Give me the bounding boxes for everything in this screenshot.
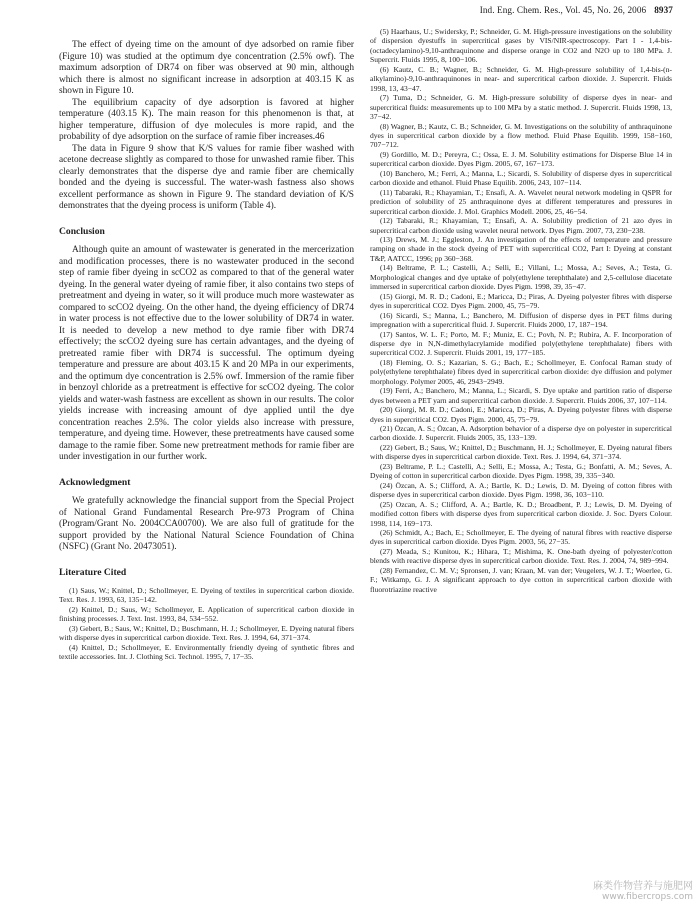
reference-item: (19) Ferri, A.; Banchero, M.; Manna, L.; Sicardi, S. Dye uptake and partition ratio of disperse dyes between a PET yarn and supercritical carbon dioxide. J. Supercrit. Fluids 2006, 37, 107−114. [370, 386, 672, 405]
reference-item: (21) Özcan, A. S.; Özcan, A. Adsorption behavior of a disperse dye on polyester in supercritical carbon dioxide. J. Supercrit. Fluids 2005, 35, 133−139. [370, 424, 672, 443]
reference-item: (16) Sicardi, S.; Manna, L.; Banchero, M. Diffusion of disperse dyes in PET films during impregnation with a supercritical fluid. J. Supercrit. Fluids 2000, 17, 187−194. [370, 310, 672, 330]
reference-item: (7) Tuma, D.; Schneider, G. M. High-pressure solubility of disperse dyes in near- and supercritical fluids: measurements up to 100 MPa by a static method. J. Supercrit. Fluids 1998, 13, 37−42. [370, 93, 672, 122]
reference-item: (20) Giorgi, M. R. D.; Cadoni, E.; Maricca, D.; Piras, A. Dyeing polyester fibres with disperse dyes in supercritical CO2. Dyes Pigm. 2000, 45, 75−79. [370, 405, 672, 424]
reference-item: (23) Beltrame, P. L.; Castelli, A.; Selli, E.; Mossa, A.; Testa, G.; Bonfatti, A. M.; Seves, A. Dyeing of cotton in supercritical carbon dioxide. Dyes Pigm. 1998, 39, 335−340. [370, 461, 672, 481]
body-paragraph: The equilibrium capacity of dye adsorption is favored at higher temperature (403.15 K). The main reason for this phenomenon is that, at higher temperature, diffusion of dye molecules is more rapid, and the probability of dye adsorption on the surface of ramie fiber increases.46 [59, 97, 354, 142]
reference-item: (12) Tabaraki, R.; Khayamian, T.; Ensafi, A. A. Solubility prediction of 21 azo dyes in supercritical carbon dioxide using wavelet neural network. Dyes Pigm. 2007, 73, 230−238. [370, 216, 672, 235]
watermark-cn: 麻类作物营养与施肥网 [593, 881, 693, 892]
page-number: 8937 [654, 5, 673, 15]
conclusion-paragraph: Although quite an amount of wastewater is generated in the mercerization and modification processes, there is no wastewater produced in the second step of ramie fiber dyeing in scCO2 as compared to that of the general water dyeing. In the general water dyeing of ramie fiber, it also contains two steps of pretreatment and dyeing in water, so it will produce much more wastewater as compared to scCO2 dyeing. On the other hand, the dyeing efficiency of DR74 in water process is not effective due to the lower solubility of DR74 in water. It is needed to develop a new method to dye ramie fiber with DR74 effectively; the scCO2 dyeing sure has certain advantages, and the dyeing of pretreated ramie fiber with DR74 is successful. The optimum dyeing temperature and pressure are about 403.15 K and 20 MPa in our experiments, and the optimum dye concentration is 2.5% owf. Immersion of the ramie fiber in benzoyl chloride as a pretreatment is effective for scCO2 dyeing. The color yields and water-wash fastness are excellent as shown in our results. The color yields increase with increasing amount of dye applied until the dye concentration reaches 2.5%. The color yields also increase with pressure, temperature, and dyeing time. However, these pretreatments have caused some damage to the ramie fiber. Some new pretreatment methods for ramie fiber are under investigation in our further work. [59, 245, 354, 462]
running-header [480, 5, 673, 15]
left-column [59, 40, 354, 662]
reference-item: (24) Özcan, A. S.; Clifford, A. A.; Bartle, K. D.; Lewis, D. M. Dyeing of cotton fibres with disperse dyes in supercritical carbon dioxide. Dyes Pigm. 1998, 36, 103−110. [370, 480, 672, 500]
watermark-url: www.fibercrops.com [602, 892, 693, 902]
reference-item: (27) Meada, S.; Kunitou, K.; Hihara, T.; Mishima, K. One-bath dyeing of polyester/cotton blends with reactive disperse dyes in supercritical carbon dioxide. Text. Res. J. 2004, 74, 989−994. [370, 546, 672, 566]
reference-item: (5) Haarhaus, U.; Swidersky, P.; Schneider, G. M. High-pressure investigations on the solubility of dispersion dyestuffs in supercritical gases by VIS/NIR-spectroscopy. Part I - 1,4-bis-(octadecylamino)-9,10-anthraquinone and disperse orange in CO2 and N2O up to 180 MPa. J. Supercrit. Fluids 1995, 8, 100−106. [370, 27, 672, 65]
reference-item: (10) Banchero, M.; Ferri, A.; Manna, L.; Sicardi, S. Solubility of disperse dyes in supercritical carbon dioxide and ethanol. Fluid Phase Equilib. 2006, 243, 107−114. [370, 168, 672, 188]
reference-item: (25) Ozcan, A. S.; Clifford, A. A.; Bartle, K. D.; Broadbent, P. J.; Lewis, D. M. Dyeing of modified cotton fibers with disperse dyes from supercritical carbon dioxide. J. Soc. Dyers Colour. 1998, 114, 169−173. [370, 499, 672, 528]
reference-item: (11) Tabaraki, R.; Khayamian, T.; Ensafi, A. A. Wavelet neural network modeling in QSPR for prediction of solubility of 25 anthraquinone dyes at different temperatures and pressures in supercritical carbon dioxide. J. Mol. Graphics Modell. 2006, 25, 46−54. [370, 187, 672, 216]
reference-item: (17) Santos, W. L. F.; Porto, M. F.; Muniz, E. C.; Povh, N. P.; Rubira, A. F. Incorporation of disperse dye in N,N-dimethylacrylamide modified poly(ethylene terephthalate) fibers with supercritical CO2. J. Supercrit. Fluids 2001, 19, 177−185. [370, 329, 672, 358]
reference-item: (18) Fleming, O. S.; Kazarian, S. G.; Bach, E.; Schollmeyer, E. Confocal Raman study of poly(ethylene terephthalate) fibres dyed in supercritical carbon dioxide: dye diffusion and polymer morphology. Polymer 2005, 46, 2943−2949. [370, 357, 672, 386]
reference-item: (28) Fernandez, C. M. V.; Spronsen, J. van; Kraan, M. van der; Veugelers, W. J. T.; Woerlee, G. F.; Witkamp, G. J. A significant approach to dye cotton in supercritical carbon dioxide with fluorotriazine reactive [370, 565, 672, 594]
reference-item: (9) Gordillo, M. D.; Pereyra, C.; Ossa, E. J. M. Solubility estimations for Disperse Blue 14 in supercritical carbon dioxide. Dyes Pigm. 2005, 67, 167−173. [370, 149, 672, 169]
reference-list-left [59, 586, 354, 662]
body-paragraph: The effect of dyeing time on the amount of dye adsorbed on ramie fiber (Figure 10) was studied at the optimum dye concentration (2.5% owf). The maximum adsorption of DR74 on fiber was observed at 90 min, although which there is almost no significant increase in adsorption at 403.15 K as shown in Figure 10. [59, 40, 354, 96]
reference-item: (4) Knittel, D.; Schollmeyer, E. Environmentally friendly dyeing of synthetic fibres and textile accessories. Int. J. Clothing Sci. Technol. 1995, 7, 17−35. [59, 642, 354, 662]
body-paragraph: The data in Figure 9 show that K/S values for ramie fiber washed with acetone decrease slightly as compared to those for unwashed ramie fiber. This clearly demonstrates that the disperse dye and ramie fiber are chemically bonded and the dyeing is successful. The water-wash fastness also shows excellent performance as shown in Figure 9. The standard deviation of K/S demonstrates that the dyeing process is uniform (Table 4). [59, 143, 354, 211]
reference-item: (22) Gebert, B.; Saus, W.; Knittel, D.; Buschmann, H. J.; Schollmeyer, E. Dyeing natural fibers with disperse dyes in supercritical carbon dioxide. Text. Res. J. 1994, 64, 371−374. [370, 442, 672, 462]
acknowledgment-paragraph: We gratefully acknowledge the financial support from the Special Project of National Grand Fundamental Research Pre-973 Program of China (Program/Grant No. 2004CCA00700). We are also full of gratitude for the support provided by the National Natural Science Foundation of China (NSFC) (Grant No. 20473051). [59, 496, 354, 552]
right-column [370, 27, 672, 594]
reference-item: (8) Wagner, B.; Kautz, C. B.; Schneider, G. M. Investigations on the solubility of anthraquinone dyes in supercritical carbon dioxide by a flow method. Fluid Phase Equilib. 1999, 158−160, 707−712. [370, 121, 672, 150]
reference-item: (6) Kautz, C. B.; Wagner, B.; Schneider, G. M. High-pressure solubility of 1,4-bis-(n-alkylamino)-9,10-anthraquinones in near- and supercritical carbon dioxide. J. Supercrit. Fluids 1998, 13, 43−47. [370, 64, 672, 93]
reference-item: (1) Saus, W.; Knittel, D.; Schollmeyer, E. Dyeing of textiles in supercritical carbon dioxide. Text. Res. J. 1993, 63, 135−142. [59, 586, 354, 605]
watermark [593, 881, 693, 903]
reference-item: (26) Schmidt, A.; Bach, E.; Schollmeyer, E. The dyeing of natural fibres with reactive disperse dyes in supercritical carbon dioxide. Dyes Pigm. 2003, 56, 27−35. [370, 528, 672, 547]
acknowledgment-heading: Acknowledgment [59, 476, 131, 488]
reference-item: (14) Beltrame, P. L.; Castelli, A.; Selli, E.; Villani, L.; Mossa, A.; Seves, A.; Testa, G. Morphological changes and dye uptake of poly(ethylene terephthalate) and 2,5-cellulose diacetate immersed in supercritical carbon dioxide. Dyes Pigm. 1998, 39, 35−47. [370, 263, 672, 292]
reference-item: (3) Gebert, B.; Saus, W.; Knittel, D.; Buschmann, H. J.; Schollmeyer, E. Dyeing natural fibers with disperse dyes in supercritical carbon dioxide. Text. Res. J. 1994, 64, 371−374. [59, 623, 354, 643]
reference-item: (2) Knittel, D.; Saus, W.; Schollmeyer, E. Application of supercritical carbon dioxide in finishing processes. J. Text. Inst. 1993, 84, 534−552. [59, 604, 354, 624]
reference-item: (15) Giorgi, M. R. D.; Cadoni, E.; Maricca, D.; Piras, A. Dyeing polyester fibres with disperse dyes in supercritical CO2. Dyes Pigm. 2000, 45, 75−79. [370, 291, 672, 311]
reference-item: (13) Drews, M. J.; Eggleston, J. An investigation of the effects of temperature and pressure ramping on shade in the stock dyeing of PET with supercritical CO2, Part I: Dyeing at constant T&P, AATCC, 1996; pp 360−368. [370, 234, 672, 263]
literature-heading: Literature Cited [59, 566, 127, 578]
conclusion-heading: Conclusion [59, 225, 105, 237]
journal-citation: Ind. Eng. Chem. Res., Vol. 45, No. 26, 2006 [479, 5, 647, 15]
